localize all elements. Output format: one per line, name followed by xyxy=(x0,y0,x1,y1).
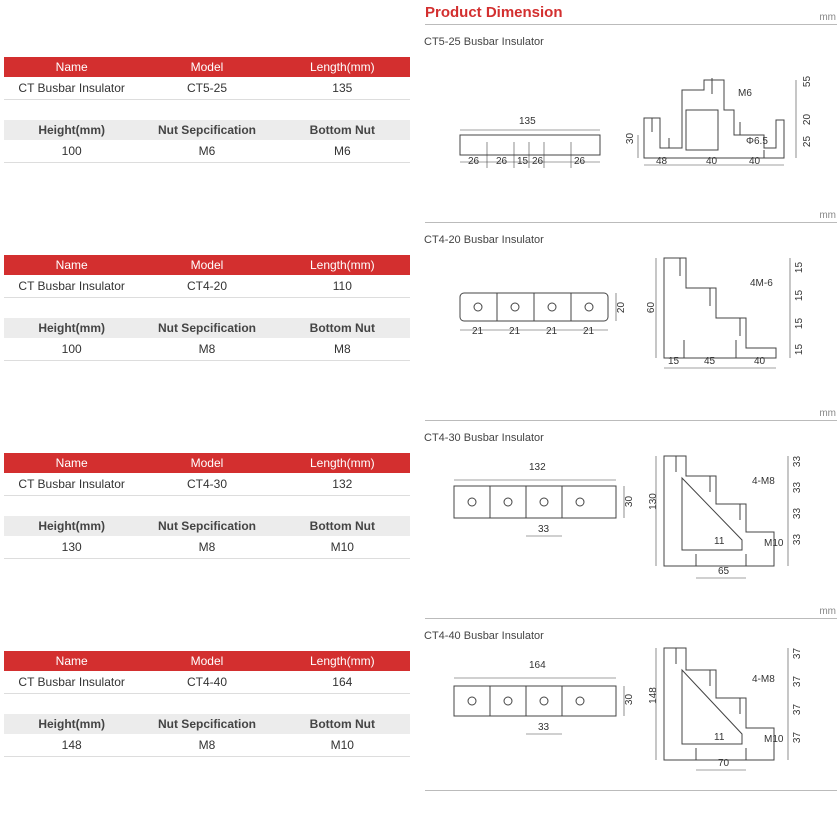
spec-header-row xyxy=(4,57,410,77)
dim-label: 37 xyxy=(792,703,804,716)
name-value: CT Busbar Insulator xyxy=(18,279,125,293)
col-name: Name xyxy=(55,654,88,668)
nut-spec-value: M6 xyxy=(198,144,216,158)
dim-label: 148 xyxy=(647,687,659,704)
dim-label: 60 xyxy=(646,301,658,314)
dim-label: 20 xyxy=(616,301,628,314)
col-bottom-nut: Bottom Nut xyxy=(309,123,375,137)
dim-label: 25 xyxy=(802,135,814,148)
dim-label: 135 xyxy=(519,116,536,127)
dimension-drawing xyxy=(424,446,838,626)
dim-label: 21 xyxy=(583,326,595,337)
dim-label: 33 xyxy=(792,455,804,468)
col-length: Length(mm) xyxy=(309,258,375,272)
dim-label: 15 xyxy=(794,289,806,302)
col-model: Model xyxy=(190,456,224,470)
page-title: Product Dimension xyxy=(425,4,563,21)
dim-label: 30 xyxy=(625,132,637,145)
product-title: CT4-30 Busbar Insulator xyxy=(424,432,544,444)
length-value: 110 xyxy=(332,279,352,293)
col-height: Height(mm) xyxy=(38,321,105,335)
dim-label: 55 xyxy=(802,75,814,88)
product-drawing-ct4-30 xyxy=(424,432,838,628)
spec-value-row xyxy=(4,671,410,694)
col-nut-spec: Nut Sepcification xyxy=(157,519,256,533)
unit-label: mm xyxy=(819,606,836,617)
dim-label: 26 xyxy=(468,156,480,167)
model-value: CT4-30 xyxy=(186,477,227,491)
unit-label: mm xyxy=(819,12,836,23)
spec-header-row-2 xyxy=(4,120,410,140)
length-value: 164 xyxy=(332,675,353,689)
dim-label: 164 xyxy=(529,660,546,671)
unit-label: mm xyxy=(819,210,836,221)
product-title: CT5-25 Busbar Insulator xyxy=(424,36,544,48)
spec-value-row xyxy=(4,275,410,298)
spec-value-row-2 xyxy=(4,734,410,757)
dim-label: 15 xyxy=(794,261,806,274)
col-nut-spec: Nut Sepcification xyxy=(157,717,256,731)
dim-label: M6 xyxy=(738,88,752,99)
dim-label: 20 xyxy=(802,113,814,126)
nut-spec-value: M8 xyxy=(198,540,216,554)
dim-label: 21 xyxy=(546,326,558,337)
dim-label: 132 xyxy=(529,462,546,473)
height-value: 100 xyxy=(61,342,82,356)
product-title: CT4-40 Busbar Insulator xyxy=(424,630,544,642)
spec-header-row xyxy=(4,651,410,671)
dim-label: 45 xyxy=(704,356,716,367)
dim-label: 30 xyxy=(624,495,636,508)
spec-header-row-2 xyxy=(4,516,410,536)
dim-label: 15 xyxy=(794,343,806,356)
dim-label: 30 xyxy=(624,693,636,706)
spec-value-row-2 xyxy=(4,536,410,559)
dim-label: 15 xyxy=(794,317,806,330)
name-value: CT Busbar Insulator xyxy=(18,477,125,491)
col-height: Height(mm) xyxy=(38,519,105,533)
dim-label: 11 xyxy=(714,732,725,743)
divider xyxy=(425,618,837,619)
spec-table-ct4-40 xyxy=(4,651,410,757)
col-bottom-nut: Bottom Nut xyxy=(309,321,375,335)
dim-label: 15 xyxy=(668,356,680,367)
spec-table-ct4-20 xyxy=(4,255,410,361)
dim-label: 65 xyxy=(718,566,730,577)
col-bottom-nut: Bottom Nut xyxy=(309,717,375,731)
product-drawing-ct5-25 xyxy=(424,36,838,232)
model-value: CT4-20 xyxy=(186,279,227,293)
bottom-nut-value: M10 xyxy=(330,738,354,752)
length-value: 135 xyxy=(332,81,353,95)
model-value: CT4-40 xyxy=(186,675,227,689)
col-height: Height(mm) xyxy=(38,717,105,731)
dim-label: 33 xyxy=(792,481,804,494)
dim-label: 70 xyxy=(718,758,730,769)
dim-label: 4-M8 xyxy=(752,476,775,487)
dim-label: 33 xyxy=(792,507,804,520)
length-value: 132 xyxy=(332,477,353,491)
dim-label: Φ6.5 xyxy=(746,136,768,147)
dim-label: 26 xyxy=(496,156,508,167)
spec-value-row-2 xyxy=(4,338,410,361)
spec-value-row-2 xyxy=(4,140,410,163)
bottom-nut-value: M6 xyxy=(333,144,351,158)
dim-label: 33 xyxy=(792,533,804,546)
divider xyxy=(425,222,837,223)
divider xyxy=(425,24,837,25)
dim-label: 40 xyxy=(754,356,766,367)
dim-label: 4-M8 xyxy=(752,674,775,685)
dim-label: 130 xyxy=(647,493,659,510)
col-length: Length(mm) xyxy=(309,654,375,668)
height-value: 148 xyxy=(61,738,82,752)
height-value: 100 xyxy=(61,144,82,158)
dim-label: 4M-6 xyxy=(750,278,773,289)
col-name: Name xyxy=(55,258,88,272)
nut-spec-value: M8 xyxy=(198,738,216,752)
col-height: Height(mm) xyxy=(38,123,105,137)
unit-label: mm xyxy=(819,408,836,419)
dim-label: 37 xyxy=(792,731,804,744)
spec-header-row xyxy=(4,255,410,275)
product-title: CT4-20 Busbar Insulator xyxy=(424,234,544,246)
dim-label: 40 xyxy=(749,156,761,167)
dim-label: M10 xyxy=(764,734,784,745)
dim-label: 26 xyxy=(574,156,586,167)
spec-table-ct4-30 xyxy=(4,453,410,559)
dim-label: 21 xyxy=(472,326,484,337)
divider xyxy=(425,420,837,421)
name-value: CT Busbar Insulator xyxy=(18,81,125,95)
bottom-nut-value: M8 xyxy=(333,342,351,356)
name-value: CT Busbar Insulator xyxy=(18,675,125,689)
col-model: Model xyxy=(190,60,224,74)
model-value: CT5-25 xyxy=(186,81,227,95)
dim-label: 48 xyxy=(656,156,668,167)
dim-label: 33 xyxy=(538,722,550,733)
product-drawing-ct4-20 xyxy=(424,234,838,430)
dim-label: 21 xyxy=(509,326,521,337)
spec-header-row-2 xyxy=(4,318,410,338)
col-name: Name xyxy=(55,456,88,470)
col-model: Model xyxy=(190,258,224,272)
spec-header-row-2 xyxy=(4,714,410,734)
spec-value-row xyxy=(4,77,410,100)
spec-value-row xyxy=(4,473,410,496)
col-bottom-nut: Bottom Nut xyxy=(309,519,375,533)
dimension-drawing xyxy=(424,644,838,804)
height-value: 130 xyxy=(61,540,82,554)
spec-header-row xyxy=(4,453,410,473)
dim-label: M10 xyxy=(764,538,784,549)
spec-table-ct5-25 xyxy=(4,57,410,163)
dimension-drawing xyxy=(424,248,838,428)
bottom-nut-value: M10 xyxy=(330,540,354,554)
product-drawing-ct4-40 xyxy=(424,630,838,826)
col-length: Length(mm) xyxy=(309,60,375,74)
col-length: Length(mm) xyxy=(309,456,375,470)
dim-label: 11 xyxy=(714,536,725,547)
dim-label: 33 xyxy=(538,524,550,535)
nut-spec-value: M8 xyxy=(198,342,216,356)
col-nut-spec: Nut Sepcification xyxy=(157,123,256,137)
dim-label: 40 xyxy=(706,156,718,167)
dim-label: 37 xyxy=(792,647,804,660)
col-model: Model xyxy=(190,654,224,668)
dim-label: 37 xyxy=(792,675,804,688)
col-name: Name xyxy=(55,60,88,74)
dim-label: 15 xyxy=(517,156,529,167)
dim-label: 26 xyxy=(532,156,544,167)
col-nut-spec: Nut Sepcification xyxy=(157,321,256,335)
